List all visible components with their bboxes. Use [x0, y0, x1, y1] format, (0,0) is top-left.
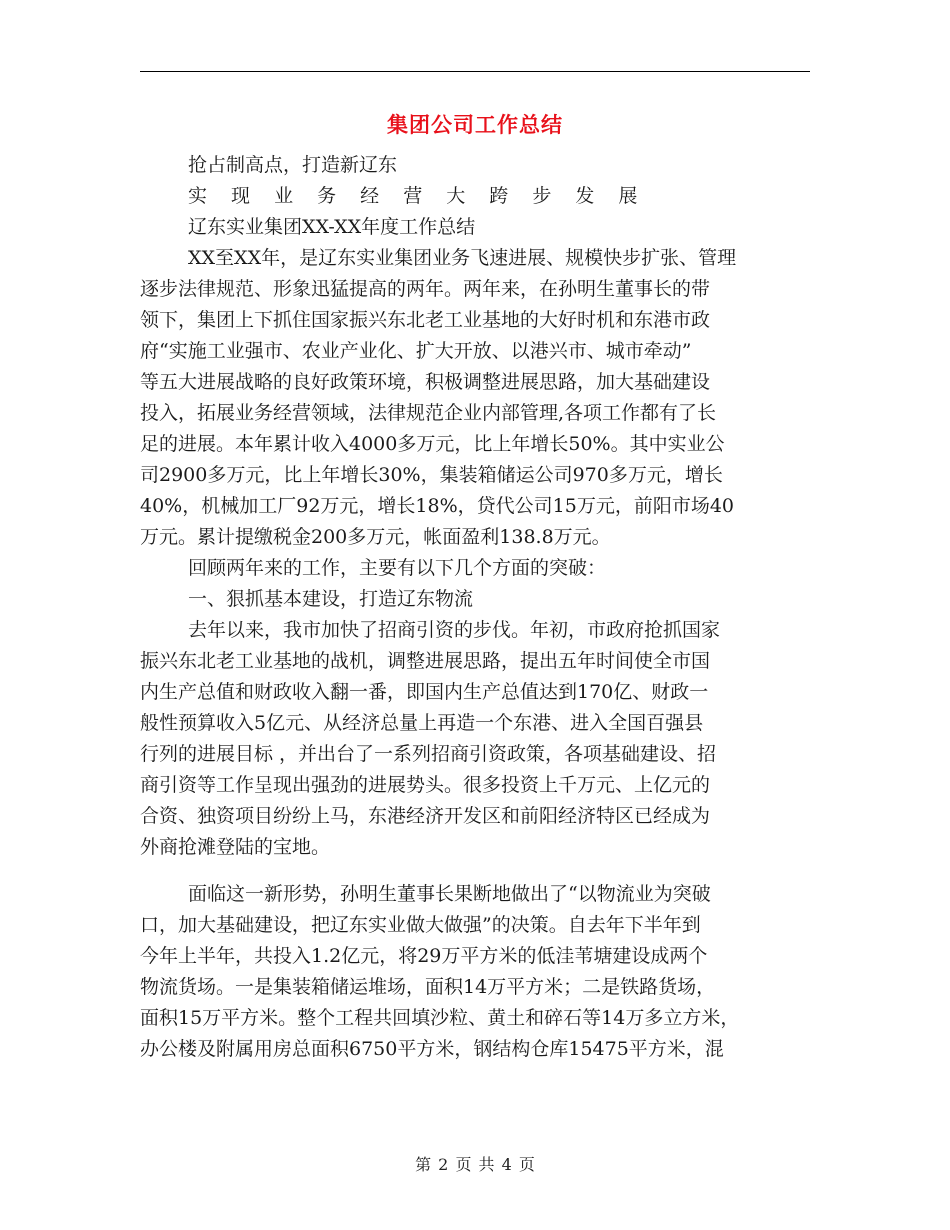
paragraph-line: 合资、独资项目纷纷上马，东港经济开发区和前阳经济特区已经成为 [140, 805, 711, 827]
paragraph-line: 面积15万平方米。整个工程共回填沙粒、黄土和碎石等14万多立方米， [140, 1007, 740, 1029]
paragraph-gap [140, 863, 810, 879]
paragraph-line: 等五大进展战略的良好政策环境，积极调整进展思路，加大基础建设 [140, 371, 711, 393]
document-title: 集团公司工作总结 [387, 113, 563, 137]
paragraph-line: 逐步法律规范、形象迅猛提高的两年。两年来，在孙明生董事长的带 [140, 278, 711, 300]
paragraph-line: 足的进展。本年累计收入4000多万元，比上年增长50%。其中实业公 [140, 433, 725, 455]
section-heading: 一、狠抓基本建设，打造辽东物流 [188, 588, 474, 610]
paragraph-line: 口，加大基础建设，把辽东实业做大做强”的决策。自去年下半年到 [140, 914, 701, 936]
paragraph-line: 领下，集团上下抓住国家振兴东北老工业基地的大好时机和东港市政 [140, 309, 711, 331]
paragraph-line: 振兴东北老工业基地的战机，调整进展思路，提出五年时间使全市国 [140, 650, 711, 672]
document-body [140, 150, 810, 1065]
subtitle-line: 辽东实业集团XX-XX年度工作总结 [188, 216, 476, 238]
paragraph-line: 物流货场。一是集装箱储运堆场，面积14万平方米；二是铁路货场， [140, 976, 716, 998]
paragraph-line: 商引资等工作呈现出强劲的进展势头。很多投资上千万元、上亿元的 [140, 774, 711, 796]
review-line: 回顾两年来的工作，主要有以下几个方面的突破： [188, 557, 607, 579]
page-footer: 第 2 页 共 4 页 [415, 1155, 535, 1174]
paragraph-line: XX至XX年，是辽东实业集团业务飞速进展、规模快步扩张、管理 [188, 247, 737, 269]
paragraph-line: 投入，拓展业务经营领域，法律规范企业内部管理,各项工作都有了长 [140, 402, 717, 424]
paragraph-line: 40%，机械加工厂92万元，增长18%，贷代公司15万元，前阳市场40 [140, 495, 734, 517]
paragraph-line: 办公楼及附属用房总面积6750平方米，钢结构仓库15475平方米，混 [140, 1038, 724, 1060]
paragraph-line: 府“实施工业强市、农业产业化、扩大开放、以港兴市、城市牵动” [140, 340, 692, 362]
paragraph-line: 内生产总值和财政收入翻一番，即国内生产总值达到170亿、财政一 [140, 681, 709, 703]
paragraph-line: 面临这一新形势，孙明生董事长果断地做出了“以物流业为突破 [188, 883, 711, 905]
paragraph-line: 行列的进展目标 ，并出台了一系列招商引资政策，各项基础建设、招 [140, 743, 717, 765]
paragraph-line: 外商抢滩登陆的宝地。 [140, 836, 331, 858]
paragraph-line: 万元。累计提缴税金200多万元，帐面盈利138.8万元。 [140, 526, 611, 548]
header-rule [140, 71, 810, 72]
subtitle-line: 抢占制高点，打造新辽东 [188, 154, 398, 176]
paragraph-line: 司2900多万元，比上年增长30%，集装箱储运公司970多万元，增长 [140, 464, 723, 486]
subtitle-line: 实 现 业 务 经 营 大 跨 步 发 展 [188, 185, 647, 207]
paragraph-line: 今年上半年，共投入1.2亿元，将29万平方米的低洼苇塘建设成两个 [140, 945, 708, 967]
paragraph-line: 般性预算收入5亿元、从经济总量上再造一个东港、进入全国百强县 [140, 712, 704, 734]
paragraph-line: 去年以来，我市加快了招商引资的步伐。年初，市政府抢抓国家 [188, 619, 721, 641]
